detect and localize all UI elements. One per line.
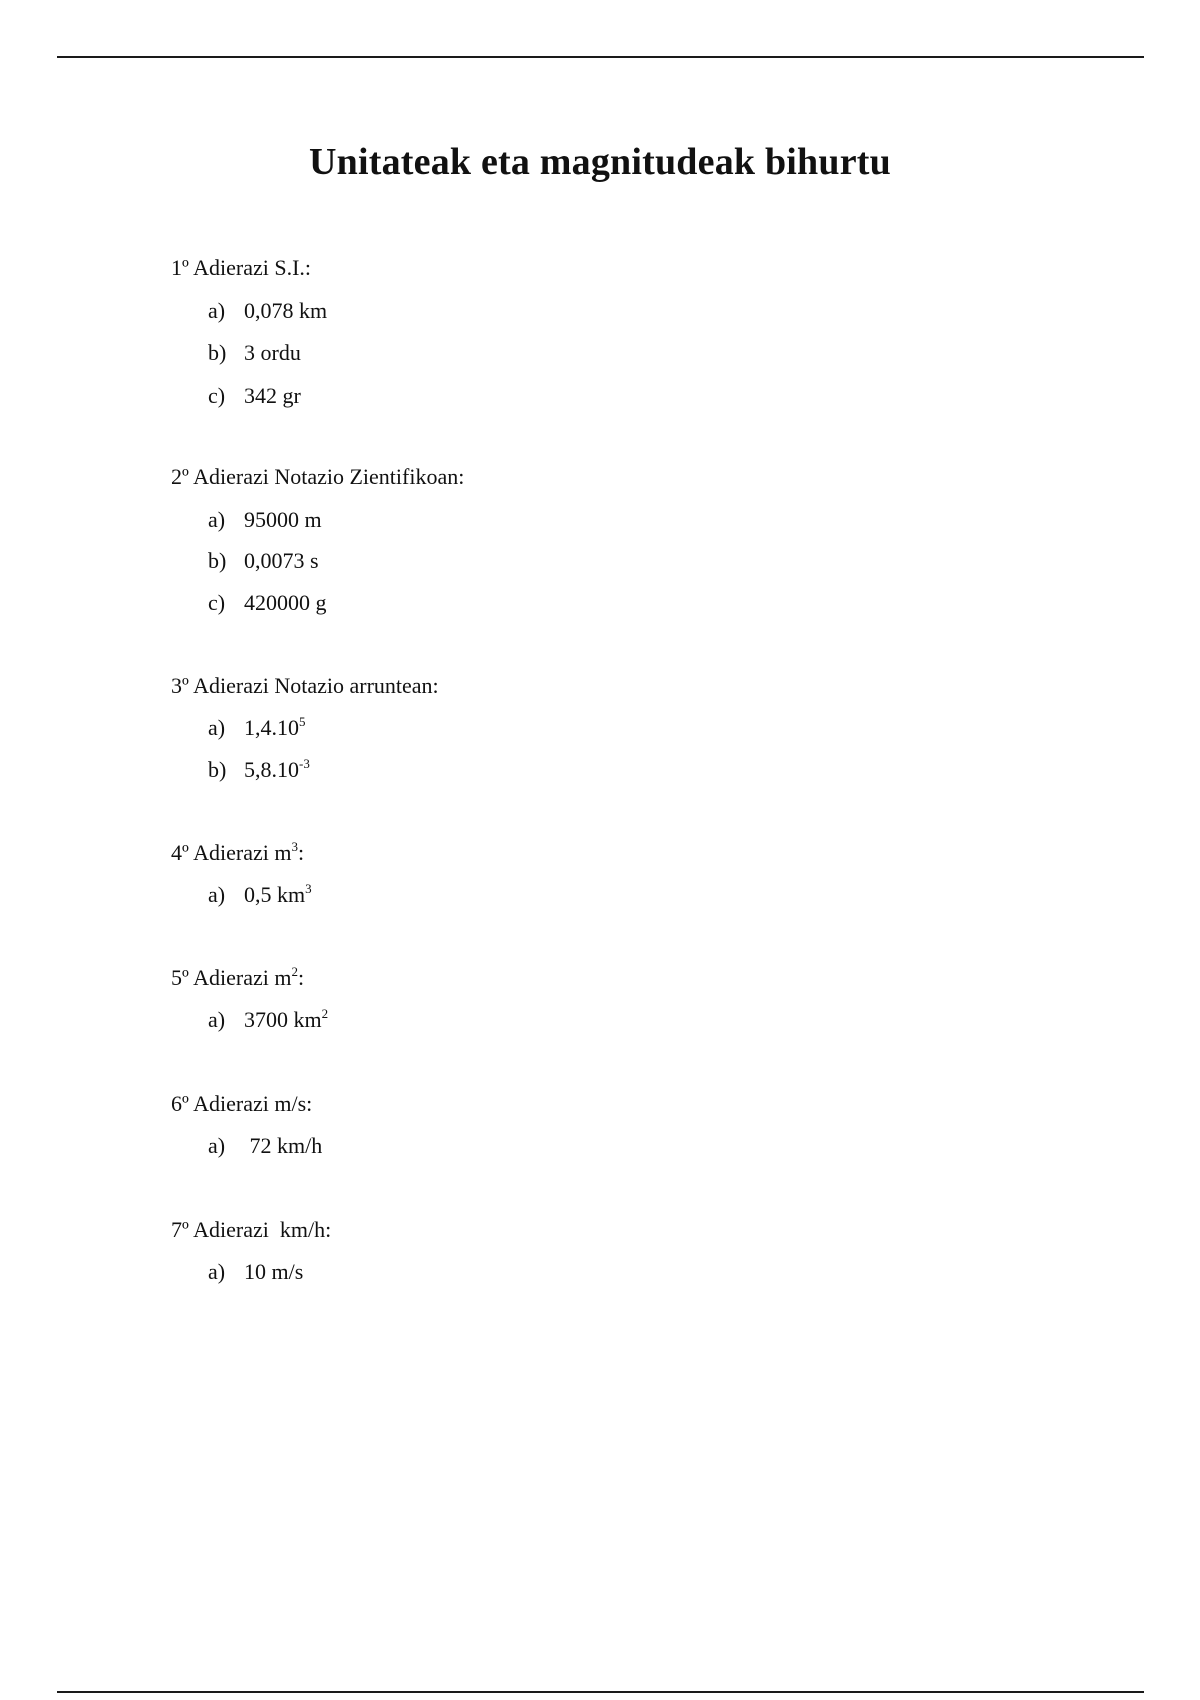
item-marker: a)	[208, 715, 226, 740]
question-7-label: 7º Adierazi km/h:	[171, 1217, 332, 1242]
page-title: Unitateak eta magnitudeak bihurtu	[309, 141, 891, 183]
question-3-item-a	[208, 714, 306, 740]
question-2-item-c	[208, 592, 327, 614]
item-marker: a)	[208, 298, 226, 323]
question-4-item-a	[208, 881, 312, 907]
question-5-item-a	[208, 1006, 329, 1032]
item-text: 342 gr	[244, 383, 301, 408]
item-marker: b)	[208, 340, 227, 365]
question-label-text: 5º Adierazi m	[171, 965, 292, 990]
question-label-exponent: 2	[291, 964, 298, 979]
question-1-label: 1º Adierazi S.I.:	[171, 255, 312, 280]
question-3-label: 3º Adierazi Notazio arruntean:	[171, 673, 439, 698]
question-5-label	[171, 964, 305, 990]
item-text: 3 ordu	[244, 340, 301, 365]
question-1-item-a	[208, 300, 327, 322]
question-2-item-a	[208, 509, 322, 531]
item-text: 0,5 km	[244, 882, 306, 907]
item-text: 3700 km	[244, 1007, 322, 1032]
item-marker: a)	[208, 1133, 226, 1158]
item-exponent: 5	[299, 714, 306, 729]
question-2-item-b	[208, 550, 319, 572]
question-4-label	[171, 839, 305, 865]
item-marker: a)	[208, 882, 226, 907]
question-6-label: 6º Adierazi m/s:	[171, 1091, 313, 1116]
item-marker: a)	[208, 1259, 226, 1284]
question-1-item-c	[208, 385, 301, 407]
bottom-rule	[57, 1691, 1144, 1693]
question-label-suffix: :	[297, 965, 305, 990]
item-text: 420000 g	[244, 590, 327, 615]
item-marker: c)	[208, 590, 226, 615]
item-exponent: 2	[321, 1006, 329, 1021]
question-6-item-a	[208, 1135, 322, 1157]
item-marker: a)	[208, 507, 226, 532]
item-marker: b)	[208, 548, 227, 573]
item-marker: c)	[208, 383, 226, 408]
item-text: 72 km/h	[244, 1133, 323, 1158]
question-7-item-a	[208, 1261, 303, 1283]
item-exponent: 3	[305, 881, 312, 896]
question-2-label: 2º Adierazi Notazio Zientifikoan:	[171, 464, 465, 489]
item-text: 95000 m	[244, 507, 322, 532]
question-3-item-b	[208, 756, 310, 782]
question-label-text: 4º Adierazi m	[171, 840, 292, 865]
item-text: 0,078 km	[244, 298, 328, 323]
question-label-exponent: 3	[291, 839, 298, 854]
item-marker: a)	[208, 1007, 226, 1032]
item-text: 10 m/s	[244, 1259, 304, 1284]
item-exponent: -3	[299, 756, 310, 771]
item-text: 5,8.10	[244, 757, 299, 782]
question-1-item-b	[208, 342, 301, 364]
item-text: 0,0073 s	[244, 548, 319, 573]
item-marker: b)	[208, 757, 227, 782]
question-label-suffix: :	[297, 840, 305, 865]
item-text: 1,4.10	[244, 715, 299, 740]
